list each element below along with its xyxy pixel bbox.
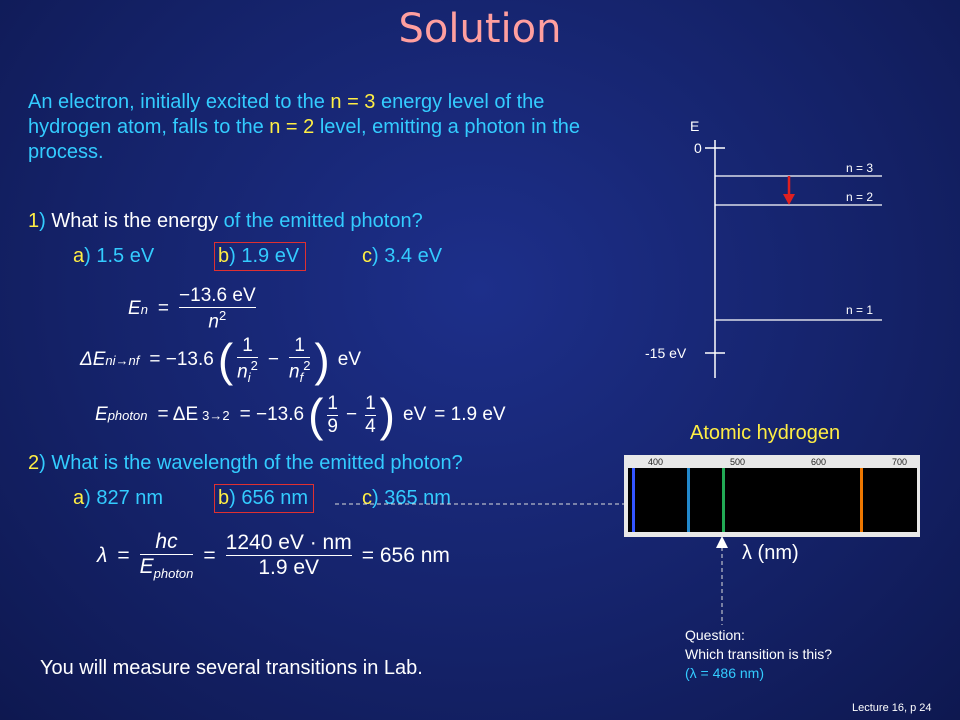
q1-text-b: of the emitted photon? (223, 210, 423, 232)
tick-400: 400 (648, 457, 664, 467)
eq3-lhs: E (95, 404, 108, 425)
question-label: Question: (685, 627, 745, 643)
eq4-e: E (139, 555, 154, 578)
option-letter: c (362, 487, 372, 509)
slide-title: Solution (398, 6, 562, 52)
energy-level-diagram (620, 110, 900, 385)
energy-axis-label: E (690, 118, 700, 134)
eq4-denominator: 1.9 eV (258, 556, 320, 580)
eq2-one: 1 (294, 335, 305, 356)
eq2-i: i (247, 370, 251, 386)
level-label-n2: n = 2 (846, 190, 874, 204)
eq3-result: = 1.9 eV (434, 404, 506, 425)
option-text: ) 656 nm (229, 487, 309, 509)
footer-note: You will measure several transitions in Lab. (40, 657, 423, 679)
eq3-minus: − (345, 404, 358, 425)
eq4-photon-sub: photon (153, 566, 194, 582)
option-letter: a (73, 487, 85, 509)
eq2-lhs: ΔE (80, 349, 106, 371)
eq4-lambda: λ (97, 543, 108, 567)
eq1-equals: = (157, 298, 170, 320)
spectrum-panel (624, 455, 920, 537)
eq2-minus: − (267, 349, 279, 371)
option-text: ) 1.5 eV (84, 245, 155, 267)
tick-600: 600 (811, 457, 827, 467)
q2-paren: ) (39, 452, 46, 474)
spectral-line-green (722, 468, 725, 532)
q1-text-a: What is the energy (45, 210, 224, 232)
intro-text-1: An electron, initially excited to the (28, 91, 331, 113)
q1-number: 1 (28, 210, 40, 232)
spectrum-title: Atomic hydrogen (690, 422, 841, 444)
q1-paren: ) (39, 210, 46, 232)
eq2-coefficient: = −13.6 (149, 349, 214, 371)
eq4-result: = 656 nm (361, 543, 450, 567)
eq3-transition: 3→2 (202, 407, 230, 423)
eq1-lhs: E (128, 298, 141, 320)
spectral-line-orange (860, 468, 863, 532)
option-text: ) 827 nm (84, 487, 164, 509)
intro-n3: n = 3 (330, 91, 376, 113)
eq2-n: n (288, 361, 300, 383)
option-text: ) 1.9 eV (229, 245, 300, 267)
eq1-numerator: −13.6 eV (179, 285, 256, 306)
eq1-exponent: 2 (219, 308, 227, 323)
eq4-hc: hc (155, 530, 178, 553)
equation-delta-e: ΔE ni→nf = −13.6 ( $\frac{1}{n_i^2}$ − $\frac{1}{n_f^2}$ ) eV (80, 334, 361, 387)
option-letter: b (218, 245, 230, 267)
question-text: Which transition is this? (685, 646, 833, 662)
eq3-lhs-sub: photon (107, 407, 148, 423)
eq3-four: 4 (365, 415, 376, 437)
option-letter: b (218, 487, 230, 509)
eq1-denominator: n (208, 311, 219, 333)
intro-text-3: level, emitting a photon in the process. (28, 116, 581, 163)
wavelength-axis-label: λ (nm) (742, 542, 799, 564)
transition-arrowhead (783, 194, 795, 205)
equation-photon-energy: E photon = ΔE 3→2 = −13.6 ( $\frac{1}{9}$ − $\frac{1}{4}$ ) eV = 1.9 eV (95, 389, 506, 441)
option-text: ) 3.4 eV (372, 245, 443, 267)
eq2-unit: eV (337, 349, 361, 371)
level-label-n3: n = 3 (846, 161, 874, 175)
eq4-equals: = (117, 543, 130, 567)
slide-number: Lecture 16, p 24 (852, 702, 932, 714)
q2-text: What is the wavelength of the emitted photon? (45, 452, 463, 474)
bottom-label: -15 eV (645, 345, 687, 361)
option-letter: c (362, 245, 372, 267)
intro-n2: n = 2 (269, 116, 315, 138)
eq2-lhs-sub: ni→nf (105, 352, 140, 368)
eq2-square: 2 (250, 358, 258, 373)
eq3-one: 1 (327, 392, 338, 414)
option-letter: a (73, 245, 85, 267)
eq2-f: f (299, 370, 304, 386)
spectrum-strip (628, 468, 917, 532)
intro-text-2: energy level of the hydrogen atom, falls to the (28, 91, 545, 138)
question-box (685, 626, 832, 683)
eq2-one: 1 (242, 335, 253, 356)
option-text: ) 365 nm (372, 487, 451, 509)
eq2-n: n (237, 361, 248, 383)
eq3-coefficient: = −13.6 (239, 404, 305, 425)
eq4-equals: = (203, 543, 216, 567)
question-answer: (λ = 486 nm) (685, 665, 764, 681)
tick-700: 700 (892, 457, 908, 467)
eq3-delta-e: = ΔE (157, 404, 199, 425)
spectral-line-blue (687, 468, 690, 532)
eq4-numerator: 1240 eV · nm (225, 531, 352, 555)
level-label-n1: n = 1 (846, 303, 874, 317)
eq3-nine: 9 (327, 415, 338, 437)
q2-number: 2 (28, 452, 40, 474)
eq2-square: 2 (303, 358, 311, 373)
eq1-lhs-sub: n (140, 301, 148, 317)
eq3-one: 1 (365, 392, 376, 414)
zero-label: 0 (694, 140, 702, 156)
eq3-unit: eV (403, 404, 427, 425)
spectral-line-violet (632, 468, 635, 532)
tick-500: 500 (730, 457, 746, 467)
